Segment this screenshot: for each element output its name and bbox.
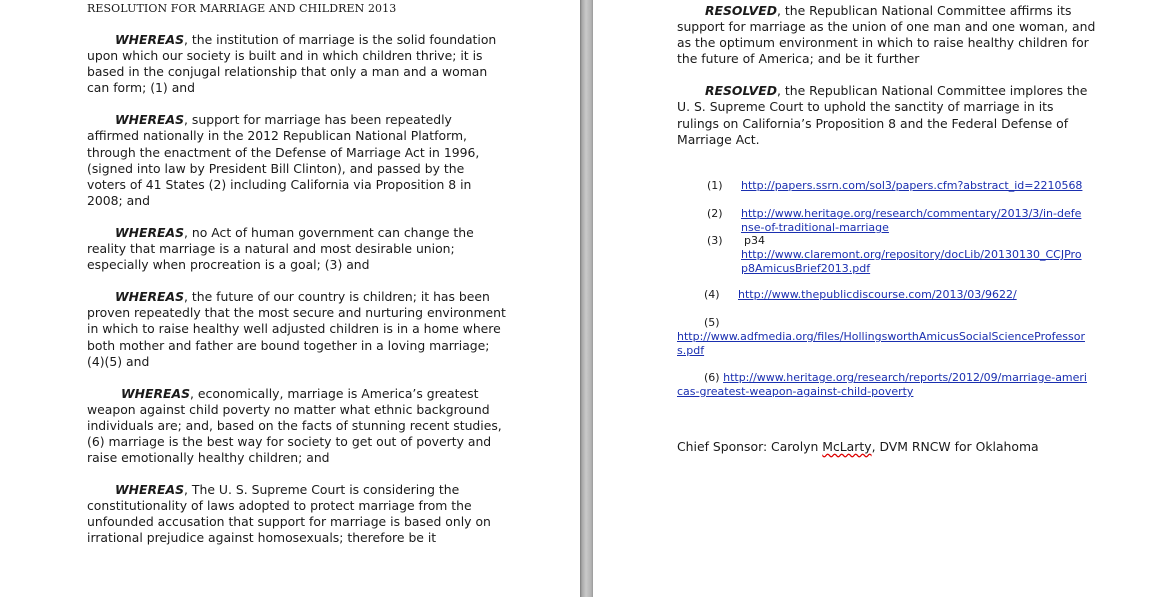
paragraph-text: , the future of our country is children; it has been proven repeatedly that the most secure and nurturing environment in which to raise healthy well adjusted children is in a home where both mother and father are bound together in a loving marriage; (4)(5) and [87,289,506,369]
whereas-paragraph-3 [87,225,507,273]
paragraph-text: , the Republican National Committee implores the U. S. Supreme Court to uphold the sanctity of marriage in its rulings on California’s Proposition 8 and the Federal Defense of Marriage Act. [677,83,1088,147]
resolved-paragraph-1 [677,3,1097,67]
document-title: RESOLUTION FOR MARRIAGE AND CHILDREN 2013 [87,2,397,15]
whereas-paragraph-4 [87,289,507,369]
paragraph-lead: RESOLVED [705,83,777,99]
paragraph-lead: WHEREAS [115,482,185,498]
footnote-6 [677,371,1097,399]
paragraph-lead: WHEREAS [115,112,185,128]
footnote-number: (6) [704,371,720,384]
footnote-page-ref: p34 [744,234,765,247]
paragraph-lead: WHEREAS [115,289,185,305]
sponsor-name: McLarty [822,439,872,454]
whereas-paragraph-6 [87,482,507,546]
footnote-link-5[interactable]: http://www.adfmedia.org/files/HollingsworthAmicusSocialScienceProfessors.pdf [677,330,1085,357]
right-column [677,3,1097,148]
paragraph-text: , economically, marriage is America’s greatest weapon against child poverty no matter what ethnic background individuals are; and, based on the facts of stunning recent studies, (6) marriage is the best way for society to get out of poverty and raise emotionally healthy children; and [87,385,502,466]
paragraph-lead: WHEREAS [121,385,191,401]
left-column [87,32,507,547]
paragraph-lead: WHEREAS [115,32,185,47]
page-gutter [580,0,593,597]
paragraph-text: , no Act of human government can change the reality that marriage is a natural and most desirable union; especially when procreation is a goal; (3) and [87,224,474,273]
paragraph-lead: RESOLVED [705,3,777,18]
whereas-paragraph-1 [87,32,507,96]
footnote-link-1[interactable]: http://papers.ssrn.com/sol3/papers.cfm?abstract_id=2210568 [741,179,1083,192]
whereas-paragraph-5 [87,386,507,466]
right-page [593,0,1173,597]
footnote-number: (1) [707,179,723,192]
resolved-paragraph-2 [677,83,1097,147]
paragraph-text: , the institution of marriage is the solid foundation upon which our society is built and in which children thrive; it is based in the conjugal relationship that only a man and a woman can form; (1) and [87,32,497,96]
footnote-number: (5) [704,316,720,329]
left-page [0,0,580,597]
sponsor-prefix: Chief Sponsor: Carolyn [677,439,823,454]
footnote-link-2[interactable]: http://www.heritage.org/research/commentary/2013/3/in-defense-of-traditional-marriage [741,207,1082,234]
footnote-link-3[interactable]: http://www.claremont.org/repository/docLib/20130130_CCJProp8AmicusBrief2013.pdf [741,248,1082,275]
chief-sponsor [677,439,1039,454]
footnote-number: (4) [704,288,720,301]
paragraph-text: , The U. S. Supreme Court is considering the constitutionality of laws adopted to protect marriage from the unfounded accusation that support for marriage is based only on irrational prejudice against homosexuals; therefore be it [87,482,491,546]
paragraph-text: , the Republican National Committee affirms its support for marriage as the union of one man and one woman, and as the optimum environment in which to raise healthy children for the future of America; and be it further [677,3,1096,67]
sponsor-suffix: , DVM RNCW for Oklahoma [871,439,1039,454]
paragraph-lead: WHEREAS [115,224,185,240]
paragraph-text: , support for marriage has been repeatedly affirmed nationally in the 2012 Republican National Platform, through the enactment of the Defense of Marriage Act in 1996, (signed into law by President Bill Clinton), and passed by the voters of 41 States (2) including California via Proposition 8 in 2008; and [87,112,480,208]
footnote-link-6[interactable]: http://www.heritage.org/research/reports/2012/09/marriage-americas-greatest-weapon-against-child-poverty [677,371,1087,398]
footnote-number: (3) [707,234,723,247]
footnote-link-4[interactable]: http://www.thepublicdiscourse.com/2013/03/9622/ [738,288,1017,301]
footnote-number: (2) [707,207,723,220]
whereas-paragraph-2 [87,112,507,209]
